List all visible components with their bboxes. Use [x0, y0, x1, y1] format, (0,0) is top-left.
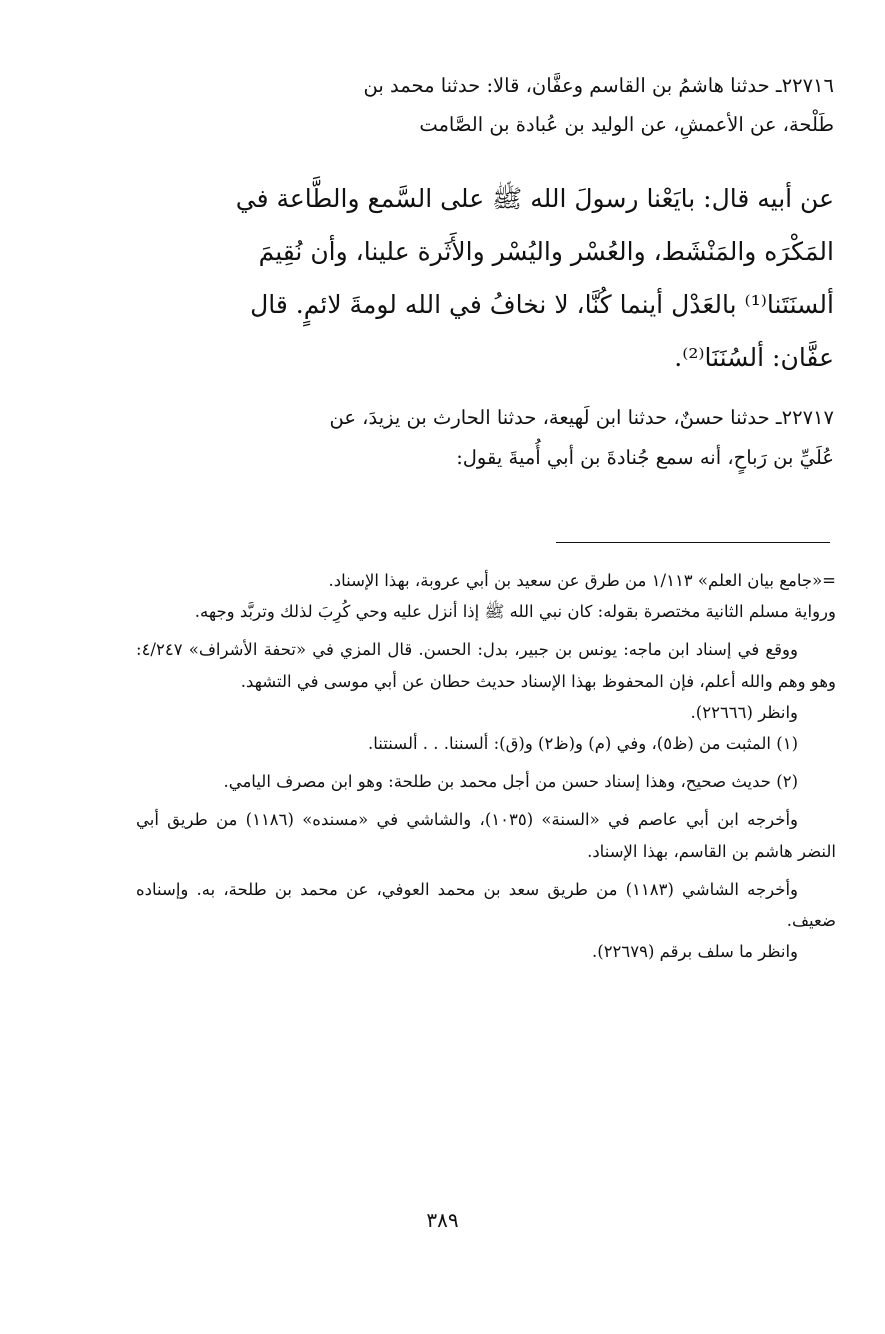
- footnote-ibn-majah: ووقع في إسناد ابن ماجه: يونس بن جبير، بدل: الحسن. قال المزي في «تحفة الأشراف» ٤/٢٤٧: وهو وهم والله أعلم، فإن المحفوظ بهذا الإسناد حديث حطان عن أبي موسى في التشهد.: [136, 640, 836, 691]
- footnote-continuation: =«جامع بيان العلم» ١/١١٣ من طرق عن سعيد بن أبي عروبة، بهذا الإسناد.: [328, 571, 836, 590]
- hadith-22717-line-1: ٢٢٧١٧ـ حدثنا حسنٌ، حدثنا ابن لَهيعة، حدثنا الحارث بن يزيدَ، عن: [329, 406, 834, 429]
- footnote-2-takhrij: وأخرجه ابن أبي عاصم في «السنة» (١٠٣٥)، والشاشي في «مسنده» (١١٨٦) من طريق أبي النضر هاشم بن القاسم، بهذا الإسناد.: [136, 810, 836, 861]
- hadith-22716-matn: [132, 172, 834, 384]
- isnad-line-1: ٢٢٧١٦ـ حدثنا هاشمُ بن القاسم وعفَّان، قالا: حدثنا محمد بن: [363, 74, 834, 97]
- footnote-separator: [556, 542, 830, 543]
- matn-line-3: ألسنَتَنا⁽¹⁾ بالعَدْل أينما كُنَّا، لا نخافُ في الله لومةَ لائمٍ. قال: [250, 290, 834, 319]
- hadith-22717-line-2: عُلَيِّ بن رَباحٍ، أنه سمع جُنادةَ بن أبي أُميةَ يقول:: [456, 446, 834, 469]
- footnote-1: (١) المثبت من (ظ٥)، وفي (م) و(ظ٢) و(ق): ألسننا. . . ألسنتنا.: [368, 734, 798, 754]
- footnote-muslim: ورواية مسلم الثانية مختصرة بقوله: كان نبي الله ﷺ إذا أنزل عليه وحي كُرِبَ لذلك وتربَّد وجهه.: [194, 602, 836, 622]
- matn-line-1: عن أبيه قال: بايَعْنا رسولَ الله ﷺ على السَّمع والطَّاعة في: [235, 184, 834, 213]
- matn-line-2: المَكْرَه والمَنْشَط، والعُسْر واليُسْر والأَثَرة علينا، وأن نُقِيمَ: [258, 237, 834, 266]
- page-number: ٣٨٩: [426, 1208, 459, 1232]
- footnotes: [136, 565, 836, 967]
- hadith-22717: [132, 398, 834, 478]
- footnote-2-shashi: وأخرجه الشاشي (١١٨٣) من طريق سعد بن محمد العوفي، عن محمد بن طلحة، به. وإسناده ضعيف.: [136, 879, 836, 931]
- isnad-line-2: طَلْحة، عن الأعمشِ، عن الوليد بن عُبادة بن الصَّامت: [419, 113, 834, 136]
- hadith-22716-isnad: [132, 66, 834, 144]
- footnote-2-see: وانظر ما سلف برقم (٢٢٦٧٩).: [592, 942, 798, 962]
- footnote-see-22666: وانظر (٢٢٦٦٦).: [690, 702, 798, 722]
- matn-line-4: عفَّان: ألسُنَنَا⁽²⁾.: [674, 343, 834, 372]
- footnote-2: (٢) حديث صحيح، وهذا إسناد حسن من أجل محمد بن طلحة: وهو ابن مصرف اليامي.: [223, 772, 798, 792]
